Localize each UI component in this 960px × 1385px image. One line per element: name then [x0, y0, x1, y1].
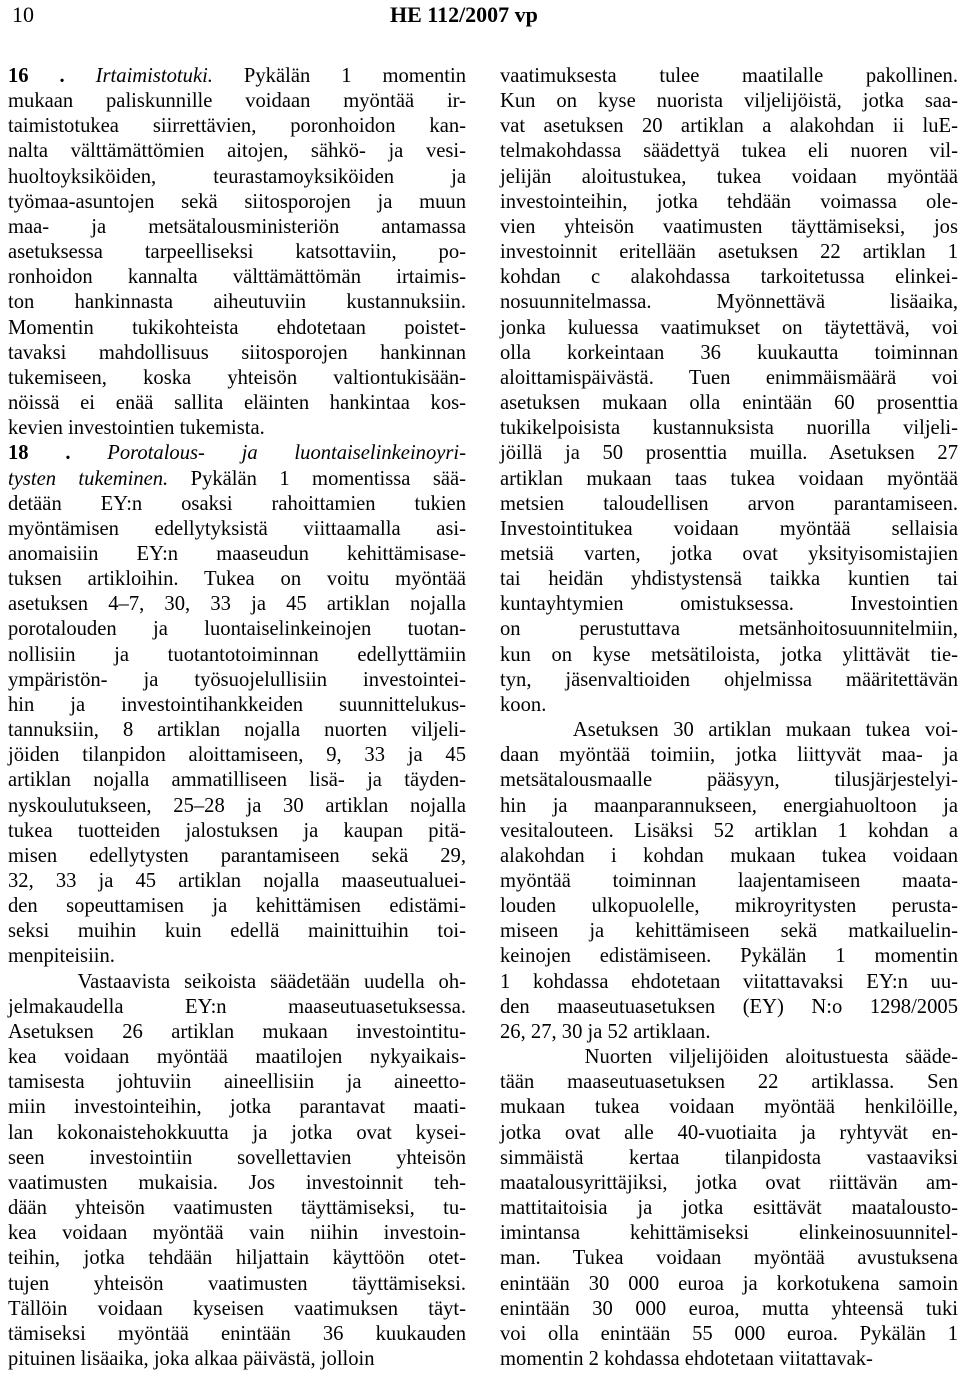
text-run: miseen ja kehittämiseen sekä matkailuelin- [500, 920, 958, 943]
text-line [500, 567, 958, 592]
text-line [8, 316, 466, 341]
text-line [500, 768, 958, 793]
text-line [500, 819, 958, 844]
text-run: jelijän aloitustukea, tukea voidaan myöntää [500, 165, 958, 188]
text-run: simmäistä kertaa tilanpidosta vastaaviksi [500, 1146, 958, 1169]
text-run: tukemiseen, koska yhteisön valtiontukisään- [8, 366, 466, 389]
text-run: tyn, jäsenvaltioiden ohjelmissa määritettävän [500, 668, 958, 691]
text-line [500, 1171, 958, 1196]
text-run: kun on kyse metsätiloista, jotka ylittävät tie- [500, 643, 958, 666]
text-line [500, 869, 958, 894]
text-line [500, 441, 958, 466]
text-run: Kun on kyse nuorista viljelijöistä, jotka saa- [500, 90, 958, 113]
text-line [8, 1146, 466, 1171]
text-line [8, 718, 466, 743]
text-line [8, 668, 466, 693]
text-run: kea voidaan myöntää vain niihin investoin- [8, 1222, 466, 1245]
section-number: 16 . [8, 65, 65, 87]
text-run: Nuorten viljelijöiden aloitustuesta sääde- [500, 1046, 958, 1069]
text-line [8, 944, 466, 969]
text-run: metsiä varten, jotka ovat yksityisomistajien [500, 542, 958, 565]
text-line [8, 542, 466, 567]
text-line [8, 1221, 466, 1246]
text-run: Pykälän 1 momentin [212, 65, 466, 87]
text-run: kohdan c alakohdassa tarkoitetussa elinkei- [500, 266, 958, 289]
text-run: huoltoyksiköiden, teurastamoyksiköiden ja [8, 165, 466, 188]
text-line [500, 240, 958, 265]
left-text-column [8, 64, 466, 1372]
text-line [8, 341, 466, 366]
text-line [500, 366, 958, 391]
text-run: tamisesta johtuviin aineellisiin ja aineetto- [8, 1071, 466, 1094]
text-run: daan myöntää toimiin, jotka liittyvät maa- ja [500, 744, 958, 767]
text-line [8, 794, 466, 819]
text-run: 1 kohdassa ehdotetaan viitattavaksi EY:n uu- [500, 970, 958, 993]
text-line [500, 316, 958, 341]
text-run: investoinnit eritellään asetuksen 22 artiklan 1 [500, 241, 958, 264]
text-line [500, 995, 958, 1020]
text-line [500, 215, 958, 240]
text-run: mukaan tukea voidaan myöntää henkilöille, [500, 1096, 958, 1119]
text-run: den sopeuttamisen ja kehittämisen edistämi- [8, 895, 466, 918]
right-text-column [500, 64, 958, 1372]
text-run: misen edellytysten parantamiseen sekä 29, [8, 844, 466, 867]
text-run: aloittamispäivästä. Tuen enimmäismäärä voi [500, 366, 958, 389]
text-run: telmakohdassa säädettyä tukea eli nuoren vil- [500, 140, 958, 163]
text-line [8, 114, 466, 139]
text-run: ympäristön- ja työsuojelullisiin investointei- [8, 668, 466, 691]
text-line [500, 1095, 958, 1120]
text-run: on perustuttava metsänhoitosuunnitelmiin, [500, 618, 958, 641]
text-line [500, 1322, 958, 1347]
text-run: Momentin tukikohteista ehdotetaan poistet- [8, 316, 466, 339]
text-line [8, 290, 466, 315]
text-line [8, 869, 466, 894]
text-line [8, 240, 466, 265]
text-run: keinojen edistämiseen. Pykälän 1 momentin [500, 945, 958, 968]
text-line [500, 1246, 958, 1271]
text-line [8, 1171, 466, 1196]
text-run: kuntayhtymien omistuksessa. Investointien [500, 593, 958, 616]
text-line [500, 1146, 958, 1171]
text-run: louden ulkopuolelle, mikroyritysten perusta- [500, 895, 958, 918]
text-run: tämiseksi myöntää enintään 36 kuukauden [8, 1322, 466, 1345]
text-line [8, 165, 466, 190]
text-run: maa- ja metsätalousministeriön antamassa [8, 215, 466, 238]
text-line [8, 693, 466, 718]
text-line [500, 668, 958, 693]
text-run: investointeihin, jotka tehdään voimassa ole- [500, 190, 958, 213]
text-line [500, 1272, 958, 1297]
text-line [500, 1045, 958, 1070]
text-run: vaatimusten mukaisia. Jos investoinnit teh- [8, 1171, 466, 1194]
text-run: man. Tukea voidaan myöntää avustuksena [500, 1247, 958, 1270]
document-id: HE 112/2007 vp [390, 2, 538, 27]
text-line [8, 970, 466, 995]
text-run: Pykälän 1 momentissa sää- [168, 467, 466, 490]
text-line [8, 1121, 466, 1146]
text-line [8, 1070, 466, 1095]
text-run: kevien investointien tukemista. [8, 417, 265, 440]
text-line [8, 819, 466, 844]
text-run: tukikelpoisista kustannuksista nuorilla viljeli- [500, 417, 958, 440]
text-line [500, 743, 958, 768]
text-run: jonka kuluessa vaatimukset on täytettävä, voi [500, 316, 958, 339]
text-run: artiklan mukaan taas tukea voidaan myöntää [500, 467, 958, 490]
text-run: asetuksen 4–7, 30, 33 ja 45 artiklan nojalla [8, 593, 466, 616]
text-line [8, 567, 466, 592]
text-line [8, 139, 466, 164]
text-line [8, 1095, 466, 1120]
section-number: 18 . [8, 442, 71, 465]
text-run: tai heidän yhdistystensä taikka kuntien tai [500, 568, 958, 591]
text-line [8, 89, 466, 114]
text-run: tukea tuotteiden jalostuksen ja kaupan pitä- [8, 819, 466, 842]
text-run: Tällöin voidaan kyseisen vaatimuksen täyt- [8, 1297, 466, 1320]
text-line [8, 517, 466, 542]
text-run: kea voidaan myöntää maatilojen nykyaikais- [8, 1046, 466, 1069]
text-line [500, 1070, 958, 1095]
text-run: menpiteisiin. [8, 945, 115, 968]
text-run: momentin 2 kohdassa ehdotetaan viitattavak- [500, 1347, 873, 1370]
text-run: metsätalousmaalle pääsyyn, tilusjärjestelyi- [500, 769, 958, 792]
text-run: alakohdan i kohdan mukaan tukea voidaan [500, 844, 958, 867]
text-line [500, 1196, 958, 1221]
text-run: työmaa-asuntojen sekä siitosporojen ja muun [8, 190, 466, 213]
text-run: vaatimuksesta tulee maatilalle pakollinen. [500, 65, 958, 87]
text-line [500, 416, 958, 441]
text-run: metsien taloudellisen arvon parantamiseen. [500, 492, 958, 515]
text-line [8, 391, 466, 416]
text-line [500, 894, 958, 919]
text-line [8, 894, 466, 919]
text-run: jotka ovat alle 40-vuotiaita ja ryhtyvät en- [500, 1121, 958, 1144]
text-run: nalta välttämättömien aitojen, sähkö- ja vesi- [8, 140, 466, 163]
text-line [500, 517, 958, 542]
text-run: seen investointiin sovellettavien yhteisön [8, 1146, 466, 1169]
text-line [500, 693, 958, 718]
text-run: artiklan nojalla ammatilliseen lisä- ja täyden- [8, 769, 466, 792]
text-run: teihin, jotka tehdään hiljattain käyttöön otet- [8, 1247, 466, 1270]
text-run: pituinen lisäaika, joka alkaa päivästä, jolloin [8, 1347, 375, 1370]
text-line [500, 542, 958, 567]
text-line [8, 1020, 466, 1045]
text-line [8, 366, 466, 391]
text-run: enintään 30 000 euroa ja korkotukena samoin [500, 1272, 958, 1295]
text-line [8, 64, 466, 89]
text-run: porotalouden ja luontaiselinkeinojen tuotan- [8, 618, 466, 641]
text-line [500, 64, 958, 89]
text-run: dään yhteisön vaatimusten täyttämiseksi, tu- [8, 1197, 466, 1220]
text-line [8, 919, 466, 944]
text-line [500, 165, 958, 190]
text-line [8, 190, 466, 215]
text-run: olla korkeintaan 36 kuukautta toiminnan [500, 341, 958, 364]
section-title: Porotalous- ja luontaiselinkeinoyri- [70, 442, 466, 465]
text-run: lan kokonaistehokkuutta ja jotka ovat kysei- [8, 1121, 466, 1144]
text-line [500, 944, 958, 969]
text-line [500, 970, 958, 995]
text-line [8, 265, 466, 290]
text-run: myöntämisen edellytyksistä viittaamalla asi- [8, 517, 466, 540]
text-run: vesitalouteen. Lisäksi 52 artiklan 1 kohdan a [500, 819, 958, 842]
text-run: 26, 27, 30 ja 52 artiklaan. [500, 1020, 711, 1043]
text-line [500, 1221, 958, 1246]
text-line [500, 1297, 958, 1322]
text-line [8, 1272, 466, 1297]
text-run: mukaan paliskunnille voidaan myöntää ir- [8, 90, 466, 113]
text-line [500, 265, 958, 290]
text-line [500, 1347, 958, 1372]
text-line [500, 341, 958, 366]
text-line [8, 1347, 466, 1372]
text-run: myöntää toiminnan laajentamiseen maata- [500, 870, 958, 892]
text-line [500, 1121, 958, 1146]
text-run: Investointitukea voidaan myöntää sellaisia [500, 517, 958, 540]
text-run: 32, 33 ja 45 artiklan nojalla maaseutualuei- [8, 870, 466, 892]
text-run: Asetuksen 30 artiklan mukaan tukea voi- [500, 719, 958, 742]
text-line [8, 995, 466, 1020]
text-line [500, 467, 958, 492]
text-run: detään EY:n osaksi rahoittamien tukien [8, 492, 466, 515]
text-line [500, 643, 958, 668]
text-run: tään maaseutuasetuksen 22 artiklassa. Sen [500, 1071, 958, 1094]
text-line [500, 592, 958, 617]
text-run: imintansa kehittämiseksi elinkeinosuunnitel- [500, 1222, 958, 1245]
text-line [500, 617, 958, 642]
text-run: asetuksen mukaan olla enintään 60 prosenttia [500, 392, 958, 415]
text-line [8, 492, 466, 517]
text-line [8, 1045, 466, 1070]
text-run: vat asetuksen 20 artiklan a alakohdan ii luE- [500, 115, 958, 138]
text-line [8, 643, 466, 668]
text-run: jöiden tilanpidon aloittamiseen, 9, 33 ja 45 [8, 744, 466, 767]
text-run: tannuksiin, 8 artiklan nojalla nuorten viljeli- [8, 719, 466, 742]
text-line [8, 617, 466, 642]
text-line [8, 768, 466, 793]
text-run: hin ja maanparannukseen, energiahuoltoon ja [500, 794, 958, 817]
text-run: jöillä ja 50 prosenttia muilla. Asetuksen 27 [500, 442, 958, 465]
text-run: voi olla enintään 55 000 euroa. Pykälän 1 [500, 1322, 958, 1345]
text-line [8, 467, 466, 492]
text-run: Vastaavista seikoista säädetään uudella oh- [8, 970, 466, 993]
text-run: taimistotukea siirrettävien, poronhoidon kan- [8, 115, 466, 138]
text-line [500, 290, 958, 315]
text-run: Asetuksen 26 artiklan mukaan investointitu- [8, 1020, 466, 1043]
text-run: tavaksi mahdollisuus siitosporojen hankinnan [8, 341, 466, 364]
text-run: nöissä ei enää sallita eläinten hankintaa kos- [8, 392, 466, 415]
text-run: mattitaitoisia ja jotka esittävät maatalousto- [500, 1197, 958, 1220]
text-line [500, 139, 958, 164]
text-run: den maaseutuasetuksen (EY) N:o 1298/2005 [500, 995, 958, 1018]
text-run: vien yhteisön vaatimusten täyttämiseksi, jos [500, 215, 958, 238]
text-line [500, 89, 958, 114]
text-line [8, 1322, 466, 1347]
text-line [8, 1196, 466, 1221]
text-run: tuksen artikloihin. Tukea on voitu myöntää [8, 568, 466, 591]
text-line [8, 592, 466, 617]
text-run: anomaisiin EY:n maaseudun kehittämisase- [8, 542, 466, 565]
text-line [500, 718, 958, 743]
text-line [8, 1297, 466, 1322]
text-run: nollisiin ja tuotantotoiminnan edellyttämiin [8, 643, 466, 666]
text-line [8, 416, 466, 441]
text-run: maatalousyrittäjiksi, jotka ovat riittävän am- [500, 1171, 958, 1194]
text-line [500, 844, 958, 869]
text-run: nyskoulutukseen, 25–28 ja 30 artiklan nojalla [8, 794, 466, 817]
text-run: ton hankinnasta aiheutuviin kustannuksiin. [8, 291, 466, 314]
section-title: Irtaimistotuki. [64, 65, 213, 87]
text-line [8, 1246, 466, 1271]
text-run: hin ja investointihankkeiden suunnittelukus- [8, 693, 466, 716]
text-line [500, 794, 958, 819]
text-line [500, 391, 958, 416]
page-number: 10 [12, 2, 34, 27]
text-line [8, 743, 466, 768]
text-line [8, 441, 466, 466]
text-run: miin investointeihin, jotka parantavat maati- [8, 1096, 466, 1119]
text-line [8, 215, 466, 240]
text-line [500, 114, 958, 139]
text-run: ronhoidon kannalta välttämättömän irtaimis- [8, 266, 466, 289]
text-run: enintään 30 000 euroa, mutta yhteensä tuki [500, 1297, 958, 1320]
text-line [500, 919, 958, 944]
text-line [8, 844, 466, 869]
text-run: tujen yhteisön vaatimusten täyttämiseksi. [8, 1272, 466, 1295]
text-run: seksi muihin kuin edellä mainittuihin toi- [8, 920, 466, 943]
text-line [500, 1020, 958, 1045]
section-title: tysten tukeminen. [8, 467, 169, 490]
text-line [500, 190, 958, 215]
text-run: jelmakaudella EY:n maaseutuasetuksessa. [8, 995, 466, 1018]
text-line [500, 492, 958, 517]
page-header [0, 0, 960, 40]
text-run: nosuunnitelmassa. Myönnettävä lisäaika, [500, 291, 958, 314]
text-run: koon. [500, 693, 547, 716]
text-run: asetuksessa tarpeelliseksi katsottaviin, po- [8, 241, 466, 264]
